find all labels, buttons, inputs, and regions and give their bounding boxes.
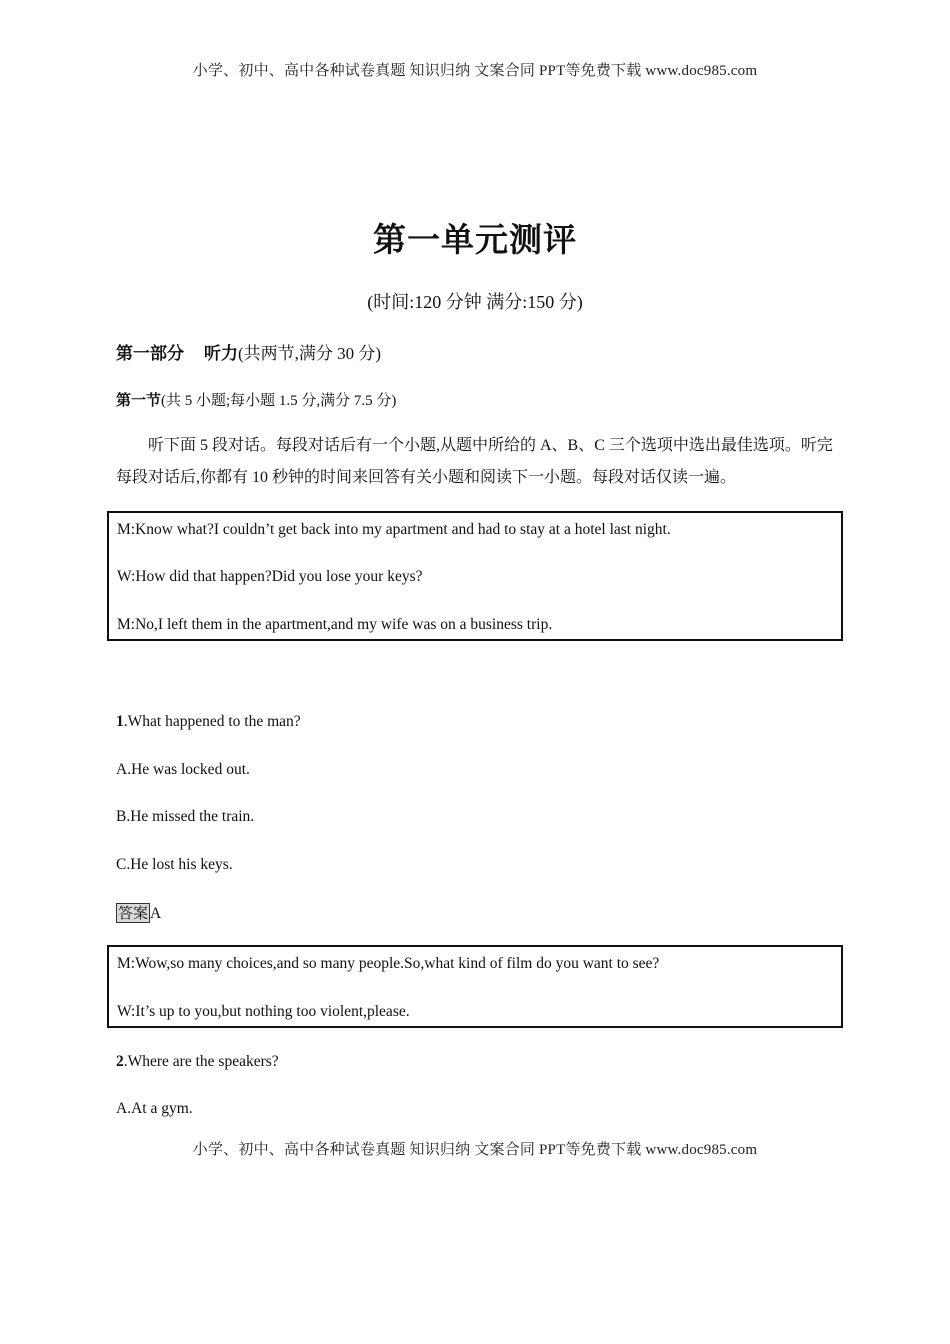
dialogue-line: W:How did that happen?Did you lose your keys? (117, 568, 423, 585)
question-number: 2 (116, 1053, 124, 1070)
option-b: B.He missed the train. (116, 808, 255, 825)
section-label: 第一节 (116, 391, 162, 409)
question-number: 1 (116, 713, 124, 730)
part-note: (共两节,满分 30 分) (238, 344, 382, 363)
dialogue-line: M:Wow,so many choices,and so many people.So,what kind of film do you want to see? (117, 955, 660, 972)
question-text: .What happened to the man? (123, 713, 301, 730)
answer-tag: 答案 (118, 904, 149, 922)
part-name: 听力 (204, 344, 238, 364)
option-c: C.He lost his keys. (116, 856, 233, 873)
option-a: A.At a gym. (116, 1100, 193, 1117)
dialogue-line: M:Know what?I couldn’t get back into my apartment and had to stay at a hotel last night. (117, 521, 671, 538)
dialogue-line: M:No,I left them in the apartment,and my wife was on a business trip. (117, 616, 553, 633)
dialogue-box-1 (107, 511, 843, 641)
dialogue-box-2 (107, 945, 843, 1028)
instructions-text: 听下面 5 段对话。每段对话后有一个小题,从题中所给的 A、B、C 三个选项中选出最佳选项。听完每段对话后,你都有 10 秒钟的时间来回答有关小题和阅读下一小题。每段对话仅读一遍。 (116, 437, 833, 486)
page-header: 小学、初中、高中各种试卷真题 知识归纳 文案合同 PPT等免费下载 www.doc985.com (192, 63, 758, 79)
page-title: 第一单元测评 (373, 220, 577, 259)
exam-info: (时间:120 分钟 满分:150 分) (367, 292, 583, 312)
part-label: 第一部分 (116, 344, 184, 364)
answer-line (116, 903, 161, 923)
section-note: (共 5 小题;每小题 1.5 分,满分 7.5 分) (161, 393, 397, 409)
instructions (116, 430, 836, 494)
dialogue-line: W:It’s up to you,but nothing too violent,please. (117, 1003, 410, 1020)
question-text: .Where are the speakers? (123, 1053, 279, 1070)
option-a: A.He was locked out. (116, 761, 250, 778)
answer-value: A (150, 905, 162, 922)
part-heading (116, 339, 381, 364)
question-2 (116, 1053, 279, 1071)
section-heading (116, 389, 396, 410)
question-1 (116, 713, 301, 731)
page-footer: 小学、初中、高中各种试卷真题 知识归纳 文案合同 PPT等免费下载 www.doc985.com (192, 1142, 758, 1158)
